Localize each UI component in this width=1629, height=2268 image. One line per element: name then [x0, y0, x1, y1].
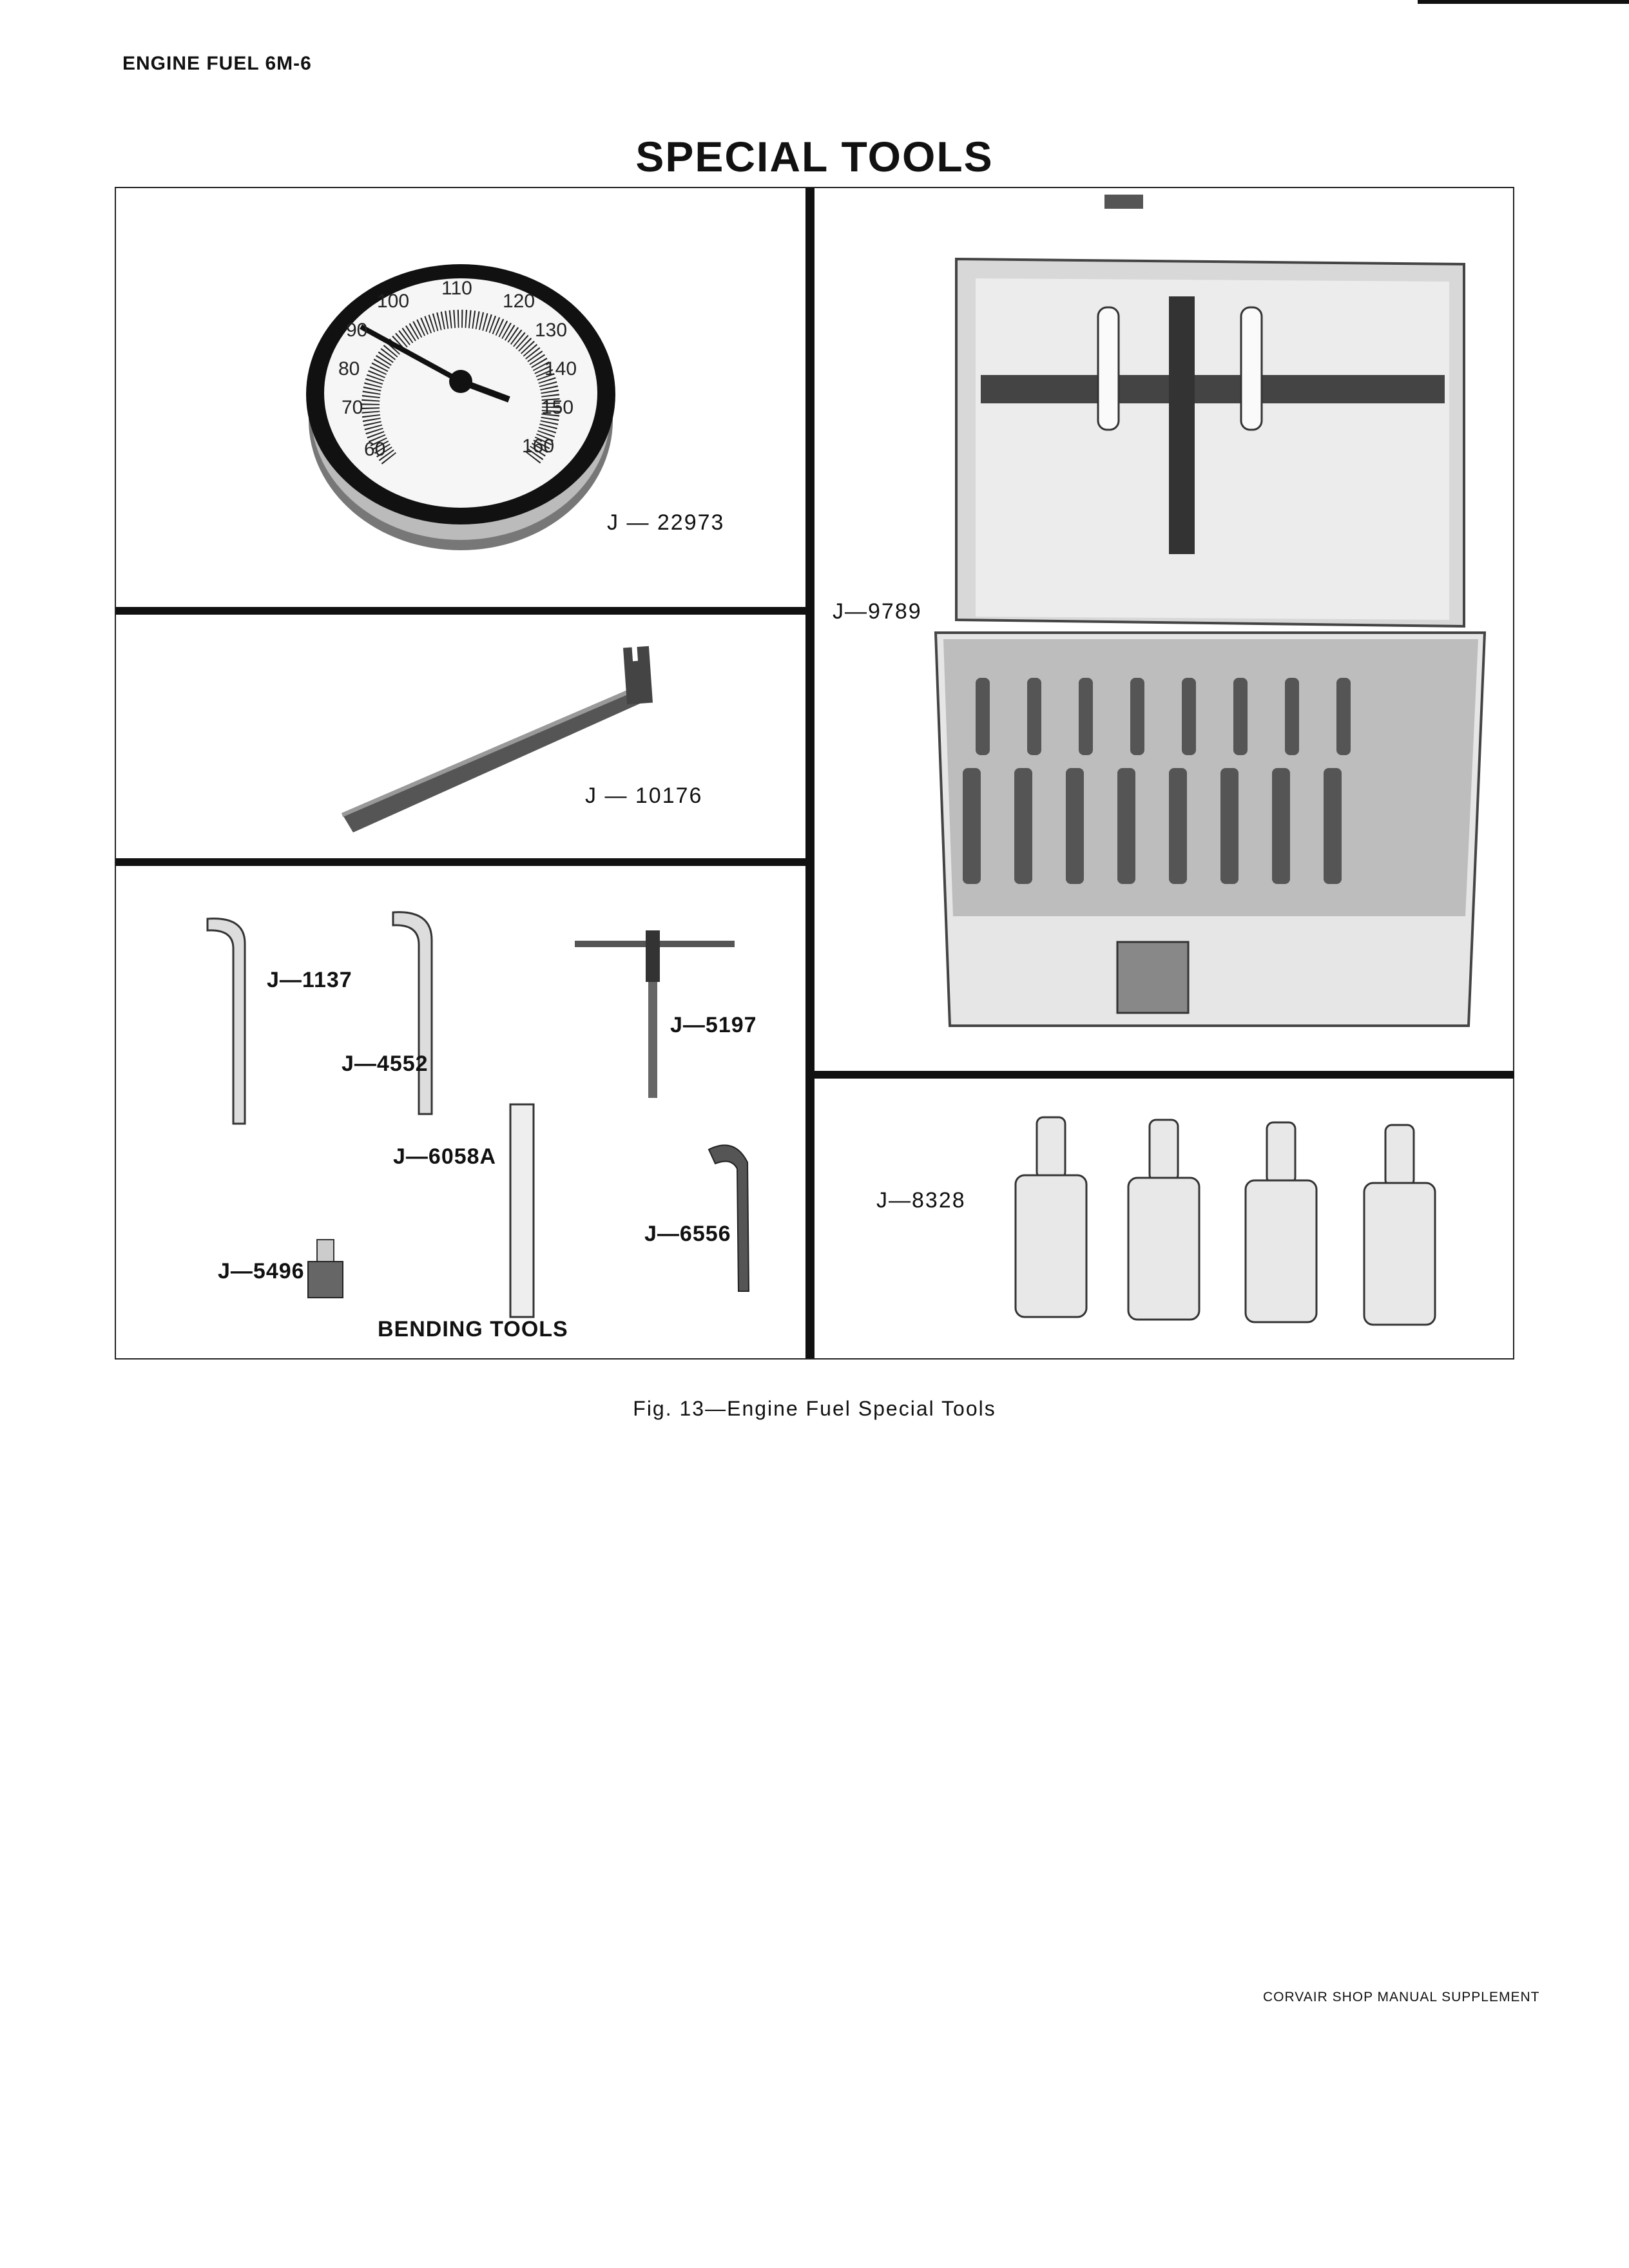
gauge-scale-mark: 110 — [441, 278, 472, 299]
case-panel — [815, 188, 1514, 1071]
figure-caption: Fig. 13—Engine Fuel Special Tools — [633, 1397, 996, 1420]
bending-tool-label: J—5197 — [670, 1013, 757, 1037]
bending-tool-label: J—6058A — [393, 1144, 497, 1169]
gauge-scale-mark: 140 — [545, 358, 577, 380]
gauge-scale-mark: 90 — [346, 320, 368, 341]
gauge-scale-mark: 120 — [503, 291, 535, 312]
divider — [805, 188, 815, 1358]
wrench-panel — [116, 615, 805, 858]
bending-tools-icons — [116, 866, 805, 1360]
plug-set-icon — [815, 1079, 1514, 1360]
gauge-scale-mark: 70 — [342, 397, 363, 418]
plugs-label: J—8328 — [876, 1188, 966, 1213]
top-rule — [1418, 0, 1629, 4]
page-title: SPECIAL TOOLS — [635, 133, 994, 180]
gauge-scale-mark: 150 — [541, 397, 574, 418]
divider — [116, 607, 805, 615]
bending-tool-label: J—6556 — [644, 1222, 731, 1246]
jet-case-icon — [815, 188, 1514, 1071]
gauge-scale-mark: 100 — [377, 291, 410, 312]
bending-tool-label: J—4552 — [342, 1052, 429, 1076]
gauge-scale-mark: 130 — [535, 320, 568, 341]
bending-tools-heading: BENDING TOOLS — [378, 1317, 568, 1341]
bending-tool-label: J—1137 — [267, 968, 352, 992]
gauge-panel — [116, 188, 805, 607]
float-wrench-icon — [116, 615, 805, 858]
special-tools-figure — [115, 187, 1514, 1360]
plugs-panel — [815, 1079, 1514, 1360]
divider — [815, 1071, 1514, 1079]
wrench-label: J — 10176 — [585, 783, 703, 808]
gauge-scale-mark: 80 — [338, 358, 360, 380]
bending-tools-panel — [116, 866, 805, 1360]
gauge-scale-mark: 160 — [522, 436, 555, 457]
page-footer: CORVAIR SHOP MANUAL SUPPLEMENT — [1263, 1990, 1540, 2004]
case-label: J—9789 — [833, 599, 922, 624]
gauge-scale-mark: 60 — [364, 439, 386, 460]
divider — [116, 858, 805, 866]
gauge-label: J — 22973 — [607, 510, 725, 535]
pressure-gauge-icon — [116, 188, 805, 607]
page-header: ENGINE FUEL 6M-6 — [122, 53, 312, 74]
bending-tool-label: J—5496 — [218, 1259, 305, 1283]
